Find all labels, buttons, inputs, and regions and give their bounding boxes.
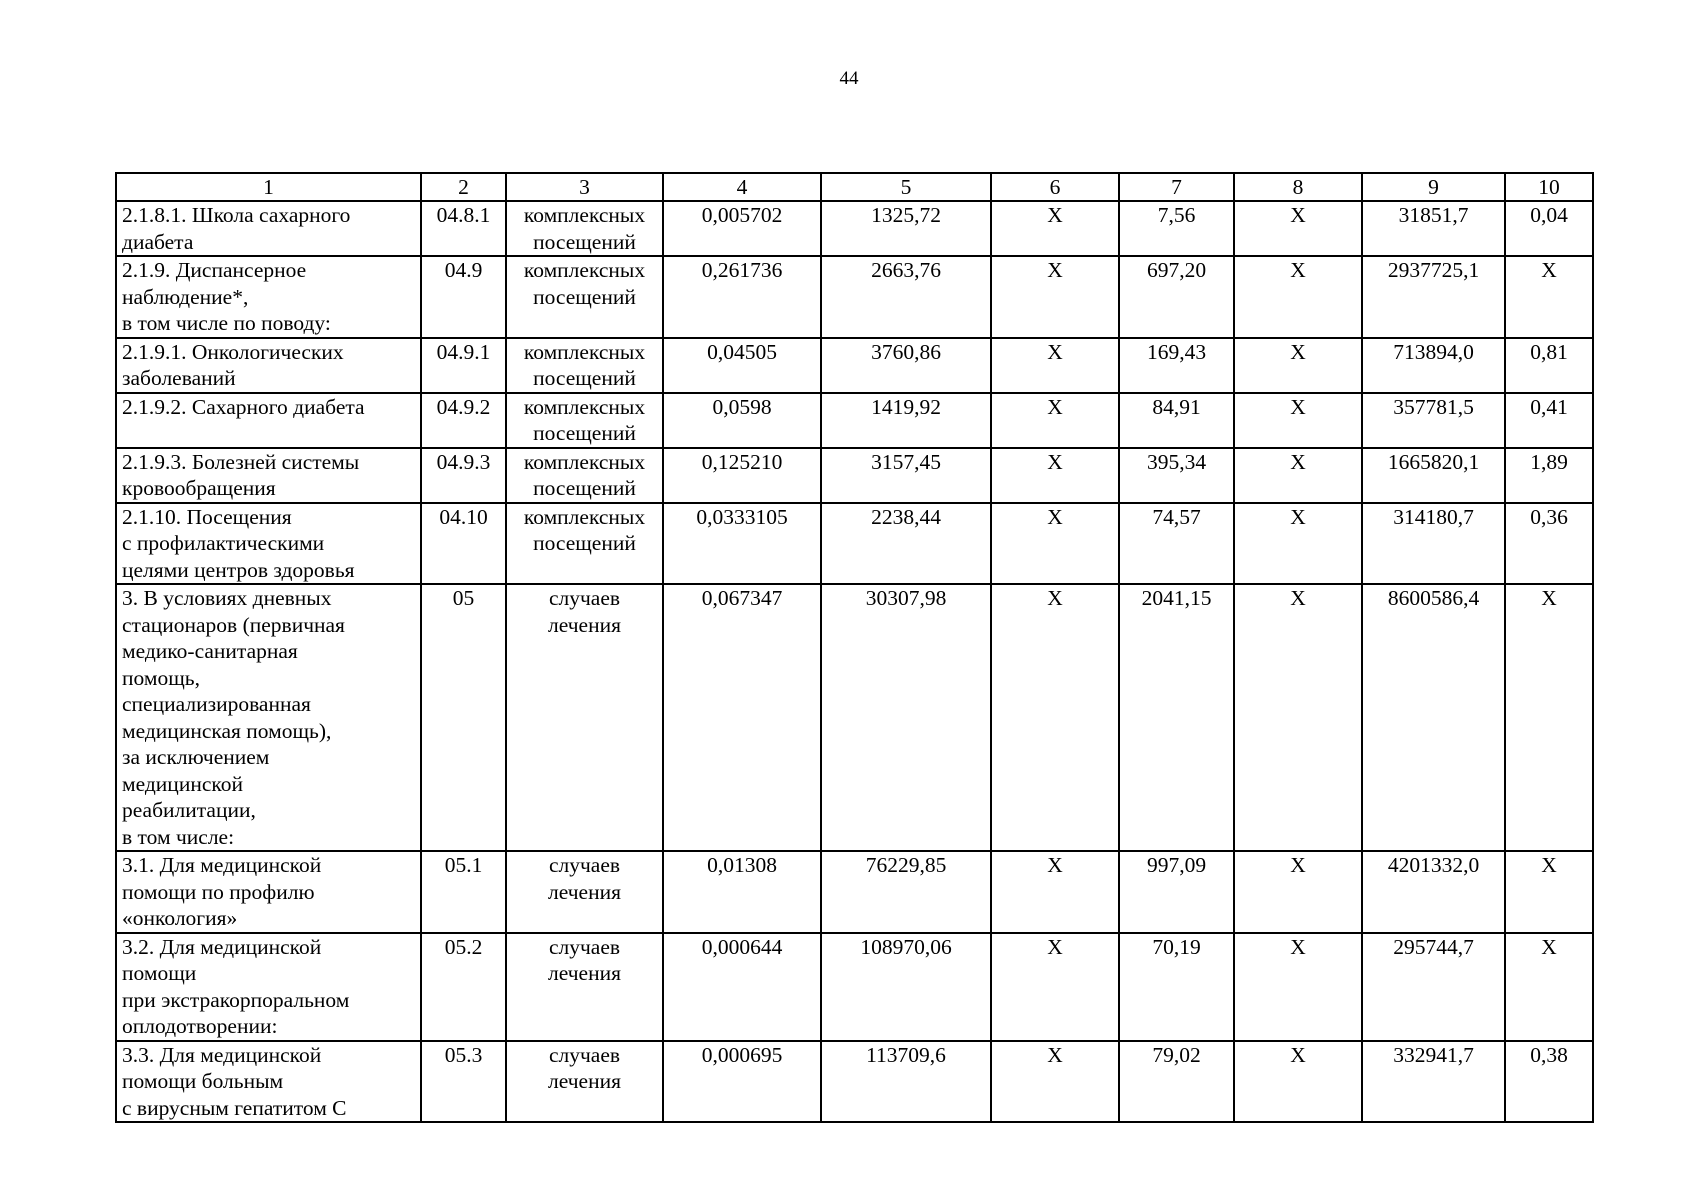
table-cell: Х	[1234, 851, 1362, 933]
table-cell: 108970,06	[821, 933, 991, 1041]
table-cell: 314180,7	[1362, 503, 1505, 585]
row-unit-cell: комплексных посещений	[506, 256, 663, 338]
row-name-cell: 3. В условиях дневных стационаров (первичная медико-санитарная помощь, специализированная медицинская помощь), за исключением медицинской реабилитации, в том числе:	[116, 584, 421, 851]
table-cell: 295744,7	[1362, 933, 1505, 1041]
table-cell: Х	[991, 448, 1119, 503]
row-unit-cell: комплексных посещений	[506, 201, 663, 256]
table-cell: Х	[1234, 933, 1362, 1041]
table-cell: 2238,44	[821, 503, 991, 585]
row-name-cell: 3.2. Для медицинской помощи при экстракорпоральном оплодотворении:	[116, 933, 421, 1041]
column-header: 5	[821, 173, 991, 201]
row-code-cell: 04.9.3	[421, 448, 506, 503]
table-cell: Х	[991, 338, 1119, 393]
row-unit-cell: случаев лечения	[506, 584, 663, 851]
table-cell: 0,0333105	[663, 503, 821, 585]
table-row	[116, 338, 1593, 393]
row-unit-cell: случаев лечения	[506, 1041, 663, 1123]
column-header: 9	[1362, 173, 1505, 201]
table-cell: 1,89	[1505, 448, 1593, 503]
row-name-cell: 2.1.9.1. Онкологических заболеваний	[116, 338, 421, 393]
table-cell: 169,43	[1119, 338, 1234, 393]
table-cell: 4201332,0	[1362, 851, 1505, 933]
table-row	[116, 584, 1593, 851]
table-cell: Х	[1234, 503, 1362, 585]
column-header: 8	[1234, 173, 1362, 201]
row-unit-cell: комплексных посещений	[506, 393, 663, 448]
table-cell: 31851,7	[1362, 201, 1505, 256]
table-cell: 0,000644	[663, 933, 821, 1041]
table-row	[116, 1041, 1593, 1123]
table-row	[116, 933, 1593, 1041]
table-cell: Х	[1234, 338, 1362, 393]
column-header: 2	[421, 173, 506, 201]
table-cell: Х	[1234, 201, 1362, 256]
table-cell: 0,125210	[663, 448, 821, 503]
table-cell: Х	[1234, 393, 1362, 448]
row-code-cell: 04.9.1	[421, 338, 506, 393]
table-row	[116, 503, 1593, 585]
table-cell: Х	[1234, 584, 1362, 851]
row-unit-cell: случаев лечения	[506, 851, 663, 933]
table-cell: Х	[1505, 584, 1593, 851]
row-name-cell: 2.1.8.1. Школа сахарного диабета	[116, 201, 421, 256]
column-header: 4	[663, 173, 821, 201]
table-cell: 0,067347	[663, 584, 821, 851]
table-cell: 76229,85	[821, 851, 991, 933]
row-code-cell: 05.1	[421, 851, 506, 933]
table-cell: 0,261736	[663, 256, 821, 338]
row-code-cell: 05.2	[421, 933, 506, 1041]
table-header-row	[116, 173, 1593, 201]
row-name-cell: 2.1.9.2. Сахарного диабета	[116, 393, 421, 448]
row-code-cell: 04.8.1	[421, 201, 506, 256]
table-cell: 997,09	[1119, 851, 1234, 933]
table-cell: 2937725,1	[1362, 256, 1505, 338]
table-cell: 2663,76	[821, 256, 991, 338]
table-cell: 713894,0	[1362, 338, 1505, 393]
table-row	[116, 201, 1593, 256]
column-header: 6	[991, 173, 1119, 201]
table-cell: 3157,45	[821, 448, 991, 503]
table-cell: Х	[991, 503, 1119, 585]
row-code-cell: 04.9.2	[421, 393, 506, 448]
table-row	[116, 393, 1593, 448]
table-cell: 332941,7	[1362, 1041, 1505, 1123]
row-name-cell: 2.1.10. Посещения с профилактическими целями центров здоровья	[116, 503, 421, 585]
column-header: 7	[1119, 173, 1234, 201]
row-code-cell: 04.10	[421, 503, 506, 585]
table-cell: 2041,15	[1119, 584, 1234, 851]
table-cell: Х	[1505, 256, 1593, 338]
row-unit-cell: случаев лечения	[506, 933, 663, 1041]
column-header: 1	[116, 173, 421, 201]
table-cell: Х	[1234, 448, 1362, 503]
table-cell: Х	[991, 1041, 1119, 1123]
row-code-cell: 05.3	[421, 1041, 506, 1123]
table-cell: 0,41	[1505, 393, 1593, 448]
table-cell: 8600586,4	[1362, 584, 1505, 851]
column-header: 10	[1505, 173, 1593, 201]
table-cell: 70,19	[1119, 933, 1234, 1041]
table-cell: 113709,6	[821, 1041, 991, 1123]
table-cell: 84,91	[1119, 393, 1234, 448]
table-cell: Х	[1234, 256, 1362, 338]
table-cell: Х	[991, 201, 1119, 256]
table-cell: Х	[991, 584, 1119, 851]
row-name-cell: 3.3. Для медицинской помощи больным с вирусным гепатитом С	[116, 1041, 421, 1123]
row-unit-cell: комплексных посещений	[506, 503, 663, 585]
table-cell: Х	[1505, 933, 1593, 1041]
data-table	[115, 172, 1594, 1123]
row-code-cell: 04.9	[421, 256, 506, 338]
row-name-cell: 3.1. Для медицинской помощи по профилю «онкология»	[116, 851, 421, 933]
table-cell: 0,81	[1505, 338, 1593, 393]
table-cell: 1665820,1	[1362, 448, 1505, 503]
table-cell: 395,34	[1119, 448, 1234, 503]
row-unit-cell: комплексных посещений	[506, 338, 663, 393]
row-code-cell: 05	[421, 584, 506, 851]
table-cell: 79,02	[1119, 1041, 1234, 1123]
table-row	[116, 448, 1593, 503]
table-cell: 0,0598	[663, 393, 821, 448]
table-cell: Х	[1505, 851, 1593, 933]
table-cell: 0,04505	[663, 338, 821, 393]
table-cell: 1325,72	[821, 201, 991, 256]
table-cell: Х	[991, 851, 1119, 933]
table-cell: Х	[991, 256, 1119, 338]
table-cell: 0,36	[1505, 503, 1593, 585]
table-cell: 0,38	[1505, 1041, 1593, 1123]
column-header: 3	[506, 173, 663, 201]
row-name-cell: 2.1.9. Диспансерное наблюдение*, в том числе по поводу:	[116, 256, 421, 338]
table-cell: 7,56	[1119, 201, 1234, 256]
table-cell: 357781,5	[1362, 393, 1505, 448]
table-cell: 30307,98	[821, 584, 991, 851]
table-cell: Х	[991, 393, 1119, 448]
page-number: 44	[839, 68, 859, 89]
table-cell: 697,20	[1119, 256, 1234, 338]
table-cell: 0,01308	[663, 851, 821, 933]
row-unit-cell: комплексных посещений	[506, 448, 663, 503]
table-cell: 0,04	[1505, 201, 1593, 256]
table-cell: 0,005702	[663, 201, 821, 256]
table-row	[116, 851, 1593, 933]
table-cell: 0,000695	[663, 1041, 821, 1123]
table-row	[116, 256, 1593, 338]
table-cell: 3760,86	[821, 338, 991, 393]
table-cell: Х	[991, 933, 1119, 1041]
table-cell: Х	[1234, 1041, 1362, 1123]
row-name-cell: 2.1.9.3. Болезней системы кровообращения	[116, 448, 421, 503]
table-cell: 74,57	[1119, 503, 1234, 585]
table-cell: 1419,92	[821, 393, 991, 448]
